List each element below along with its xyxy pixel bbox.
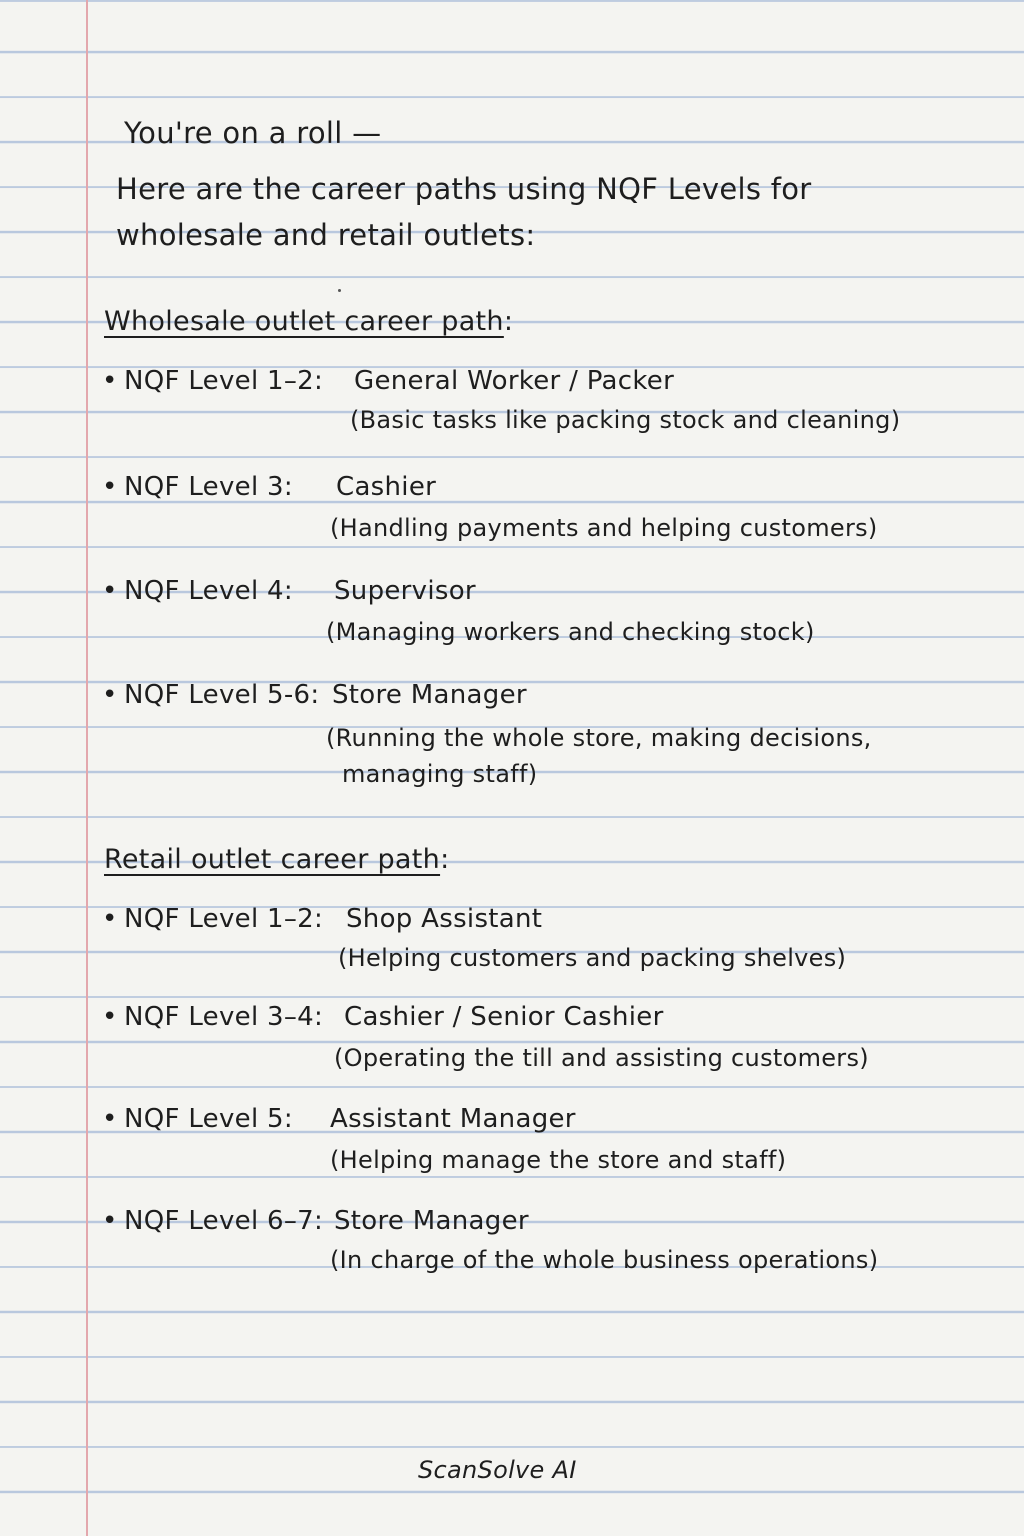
wholesale-heading-text: Wholesale outlet career path [104, 306, 504, 337]
retail-heading: Retail outlet career path: [104, 844, 450, 875]
retail-item-3-desc: (Helping manage the store and staff) [330, 1146, 787, 1174]
margin-line [86, 0, 88, 1536]
retail-item-1 [102, 904, 542, 934]
retail-item-1-desc: (Helping customers and packing shelves) [338, 944, 847, 972]
retail-item-3 [102, 1104, 576, 1134]
role-label: Assistant Manager [330, 1104, 576, 1134]
wholesale-item-1 [102, 366, 674, 396]
intro-line-2: Here are the career paths using NQF Levels for [116, 172, 812, 206]
bullet: • [102, 366, 118, 396]
level-label: NQF Level 3–4: [124, 1002, 324, 1032]
bullet: • [102, 1002, 118, 1032]
wholesale-item-1-desc: (Basic tasks like packing stock and cleaning) [350, 406, 901, 434]
role-label: Store Manager [332, 680, 527, 710]
bullet: • [102, 680, 118, 710]
wholesale-item-4-desc-1: (Running the whole store, making decisions, [326, 724, 872, 752]
level-label: NQF Level 5: [124, 1104, 293, 1134]
wholesale-heading: Wholesale outlet career path: [104, 306, 514, 337]
wholesale-item-4-desc-2: managing staff) [342, 760, 538, 788]
role-label: General Worker / Packer [354, 366, 675, 396]
bullet: • [102, 904, 118, 934]
intro-line-3: wholesale and retail outlets: [116, 218, 536, 252]
bullet: • [102, 1206, 118, 1236]
wholesale-item-3 [102, 576, 476, 606]
retail-item-2-desc: (Operating the till and assisting customers) [334, 1044, 869, 1072]
retail-heading-text: Retail outlet career path [104, 844, 441, 875]
level-label: NQF Level 4: [124, 576, 293, 606]
wholesale-item-2 [102, 472, 436, 502]
level-label: NQF Level 1–2: [124, 904, 324, 934]
role-label: Shop Assistant [346, 904, 543, 934]
role-label: Cashier / Senior Cashier [344, 1002, 664, 1032]
ink-dot [338, 289, 341, 292]
retail-item-4-desc: (In charge of the whole business operations) [330, 1246, 879, 1274]
bullet: • [102, 472, 118, 502]
wholesale-item-4 [102, 680, 527, 710]
intro-line-1: You're on a roll — [124, 116, 382, 150]
level-label: NQF Level 1–2: [124, 366, 324, 396]
role-label: Store Manager [334, 1206, 529, 1236]
wholesale-item-2-desc: (Handling payments and helping customers) [330, 514, 878, 542]
level-label: NQF Level 5-6: [124, 680, 320, 710]
retail-item-2 [102, 1002, 664, 1032]
level-label: NQF Level 3: [124, 472, 293, 502]
bullet: • [102, 1104, 118, 1134]
level-label: NQF Level 6–7: [124, 1206, 324, 1236]
bullet: • [102, 576, 118, 606]
wholesale-item-3-desc: (Managing workers and checking stock) [326, 618, 815, 646]
role-label: Cashier [336, 472, 437, 502]
role-label: Supervisor [334, 576, 476, 606]
footer-brand: ScanSolve AI [418, 1456, 577, 1484]
retail-item-4 [102, 1206, 529, 1236]
